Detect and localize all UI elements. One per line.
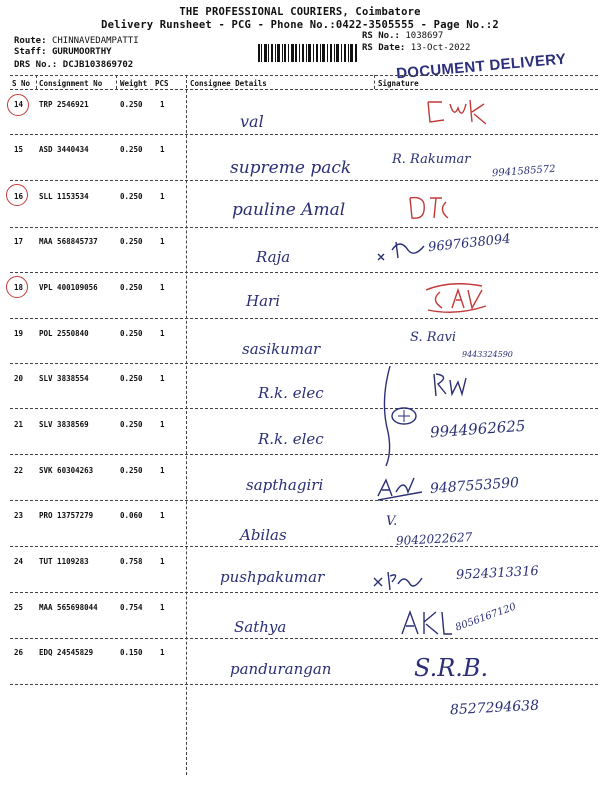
row-weight: 0.250 [120, 237, 143, 246]
row-sno: 14 [14, 100, 24, 109]
row-signature-handwritten: S. Ravi [410, 330, 457, 345]
staff-label: Staff: [14, 47, 47, 57]
row-weight: 0.250 [120, 466, 143, 475]
row-divider [10, 500, 598, 501]
company-title: THE PROFESSIONAL COURIERS, Coimbatore [179, 6, 421, 18]
row-phone-handwritten: 9944962625 [429, 416, 526, 442]
row-pcs: 1 [160, 420, 165, 429]
row-divider [10, 363, 598, 364]
signature-mark [404, 190, 452, 224]
row-sno: 18 [14, 283, 24, 292]
table-header-rule [10, 89, 598, 90]
row-pcs: 1 [160, 145, 165, 154]
col-divider [116, 75, 117, 89]
row-weight: 0.250 [120, 374, 143, 383]
row-sno: 22 [14, 466, 24, 475]
row-signature-handwritten: V. [386, 514, 398, 529]
row-pcs: 1 [160, 466, 165, 475]
runsheet-title: Delivery Runsheet - PCG - Phone No.:0422-3505555 - Page No.:2 [101, 19, 499, 31]
row-divider [10, 272, 598, 273]
row-sno: 25 [14, 603, 24, 612]
row-phone-handwritten: 9443324590 [462, 350, 513, 359]
row-consignment: MAA 568845737 [39, 237, 98, 246]
row-consignee-handwritten: pushpakumar [220, 568, 325, 586]
row-phone-handwritten: 9697638094 [427, 231, 512, 256]
row-consignee-handwritten: Hari [246, 292, 280, 310]
row-signature-handwritten: R. Rakumar [392, 152, 471, 167]
row-weight: 0.250 [120, 283, 143, 292]
row-consignment: ASD 3440434 [39, 145, 89, 154]
row-pcs: 1 [160, 283, 165, 292]
signature-mark [374, 236, 430, 262]
staff-value: GURUMOORTHY [51, 47, 112, 57]
rs-date-line [362, 43, 470, 53]
row-consignee-handwritten: Sathya [234, 618, 287, 636]
row-weight: 0.250 [120, 192, 143, 201]
row-weight: 0.250 [120, 420, 143, 429]
row-phone-handwritten: 8527294638 [449, 697, 540, 719]
row-consignment: POL 2550840 [39, 329, 89, 338]
row-consignee-handwritten: R.k. elec [258, 384, 324, 402]
row-weight: 0.758 [120, 557, 143, 566]
row-sno: 20 [14, 374, 24, 383]
row-sno: 24 [14, 557, 24, 566]
row-divider [10, 180, 598, 181]
signature-mark [398, 606, 458, 638]
row-pcs: 1 [160, 374, 165, 383]
col-divider [36, 75, 37, 89]
row-phone-handwritten: 8056167120 [454, 601, 518, 634]
row-consignee-handwritten: supreme pack [230, 158, 352, 178]
row-sno: 17 [14, 237, 24, 246]
row-consignee-handwritten: R.k. elec [258, 430, 324, 448]
row-pcs: 1 [160, 648, 165, 657]
row-consignment: PRO 13757279 [39, 511, 94, 520]
row-sno: 26 [14, 648, 24, 657]
row-divider [10, 318, 598, 319]
col-header-sno: S No [12, 79, 31, 88]
row-pcs: 1 [160, 237, 165, 246]
rs-no-label: RS No.: [362, 31, 400, 41]
barcode-image [258, 44, 358, 62]
row-divider [10, 684, 598, 685]
row-consignee-handwritten: Raja [256, 248, 291, 266]
row-phone-handwritten: 9042022627 [395, 530, 473, 548]
col-header-consignee: Consignee Details [190, 79, 267, 88]
row-divider [10, 546, 598, 547]
staff-line [14, 47, 112, 57]
row-weight: 0.250 [120, 329, 143, 338]
row-consignment: TRP 2546921 [39, 100, 89, 109]
drs-value: DCJB103869702 [62, 60, 134, 70]
row-divider [10, 134, 598, 135]
row-consignment: TUT 1109283 [39, 557, 89, 566]
row-consignee-handwritten: val [240, 112, 264, 131]
signature-mark [374, 472, 426, 502]
row-consignment: VPL 400109056 [39, 283, 98, 292]
row-weight: 0.060 [120, 511, 143, 520]
row-signature-handwritten: S.R.B. [414, 654, 489, 682]
col-header-signature: Signature [378, 79, 419, 88]
rs-date-value: 13-Oct-2022 [410, 43, 471, 53]
rs-no-line [362, 31, 443, 41]
row-weight: 0.250 [120, 100, 143, 109]
row-divider [10, 454, 598, 455]
row-weight: 0.250 [120, 145, 143, 154]
row-divider [10, 408, 598, 409]
rs-date-label: RS Date: [362, 43, 406, 53]
row-consignee-handwritten: sasikumar [242, 340, 321, 358]
red-circle-annotation [7, 94, 29, 116]
row-sno: 23 [14, 511, 24, 520]
red-circle-annotation [6, 184, 28, 206]
row-pcs: 1 [160, 192, 165, 201]
row-consignment: SLL 1153534 [39, 192, 89, 201]
row-consignment: SLV 3838569 [39, 420, 89, 429]
row-weight: 0.150 [120, 648, 143, 657]
row-pcs: 1 [160, 329, 165, 338]
row-consignee-handwritten: pandurangan [230, 660, 332, 678]
col-header-weight: Weight [120, 79, 148, 88]
col-divider [374, 75, 375, 89]
drs-label: DRS No.: [14, 60, 58, 70]
col-header-pcs: PCS [155, 79, 169, 88]
row-consignment: MAA 565698044 [39, 603, 98, 612]
route-value: CHINNAVEDAMPATTI [51, 36, 139, 46]
row-pcs: 1 [160, 557, 165, 566]
row-sno: 21 [14, 420, 24, 429]
row-phone-handwritten: 9941585572 [491, 163, 556, 180]
company-seal-mark [376, 362, 426, 472]
row-divider [10, 227, 598, 228]
rs-no-value: 1038697 [405, 31, 444, 41]
row-weight: 0.754 [120, 603, 143, 612]
row-divider [10, 638, 598, 639]
row-pcs: 1 [160, 511, 165, 520]
row-pcs: 1 [160, 603, 165, 612]
row-sno: 15 [14, 145, 24, 154]
red-circle-annotation [6, 276, 28, 298]
signature-mark [420, 94, 490, 128]
route-line [14, 36, 139, 46]
signature-mark [370, 566, 430, 594]
table-top-rule [10, 75, 598, 76]
row-consignee-handwritten: sapthagiri [246, 476, 324, 494]
row-sno: 16 [14, 192, 24, 201]
row-consignee-handwritten: pauline Amal [232, 200, 346, 220]
row-phone-handwritten: 9524313316 [455, 563, 540, 584]
row-phone-handwritten: 9487553590 [429, 474, 520, 498]
col-header-consignment: Consignment No [39, 79, 103, 88]
row-consignee-handwritten: Abilas [240, 526, 287, 544]
row-consignment: SLV 3838554 [39, 374, 89, 383]
route-label: Route: [14, 36, 47, 46]
row-sno: 19 [14, 329, 24, 338]
document-delivery-stamp: DOCUMENT DELIVERY [395, 50, 567, 83]
signature-mark [430, 370, 474, 400]
row-consignment: SVK 60304263 [39, 466, 94, 475]
row-consignment: EDQ 24545829 [39, 648, 94, 657]
row-pcs: 1 [160, 100, 165, 109]
signature-mark [420, 280, 492, 316]
row-divider [10, 592, 598, 593]
drs-line [14, 60, 133, 70]
